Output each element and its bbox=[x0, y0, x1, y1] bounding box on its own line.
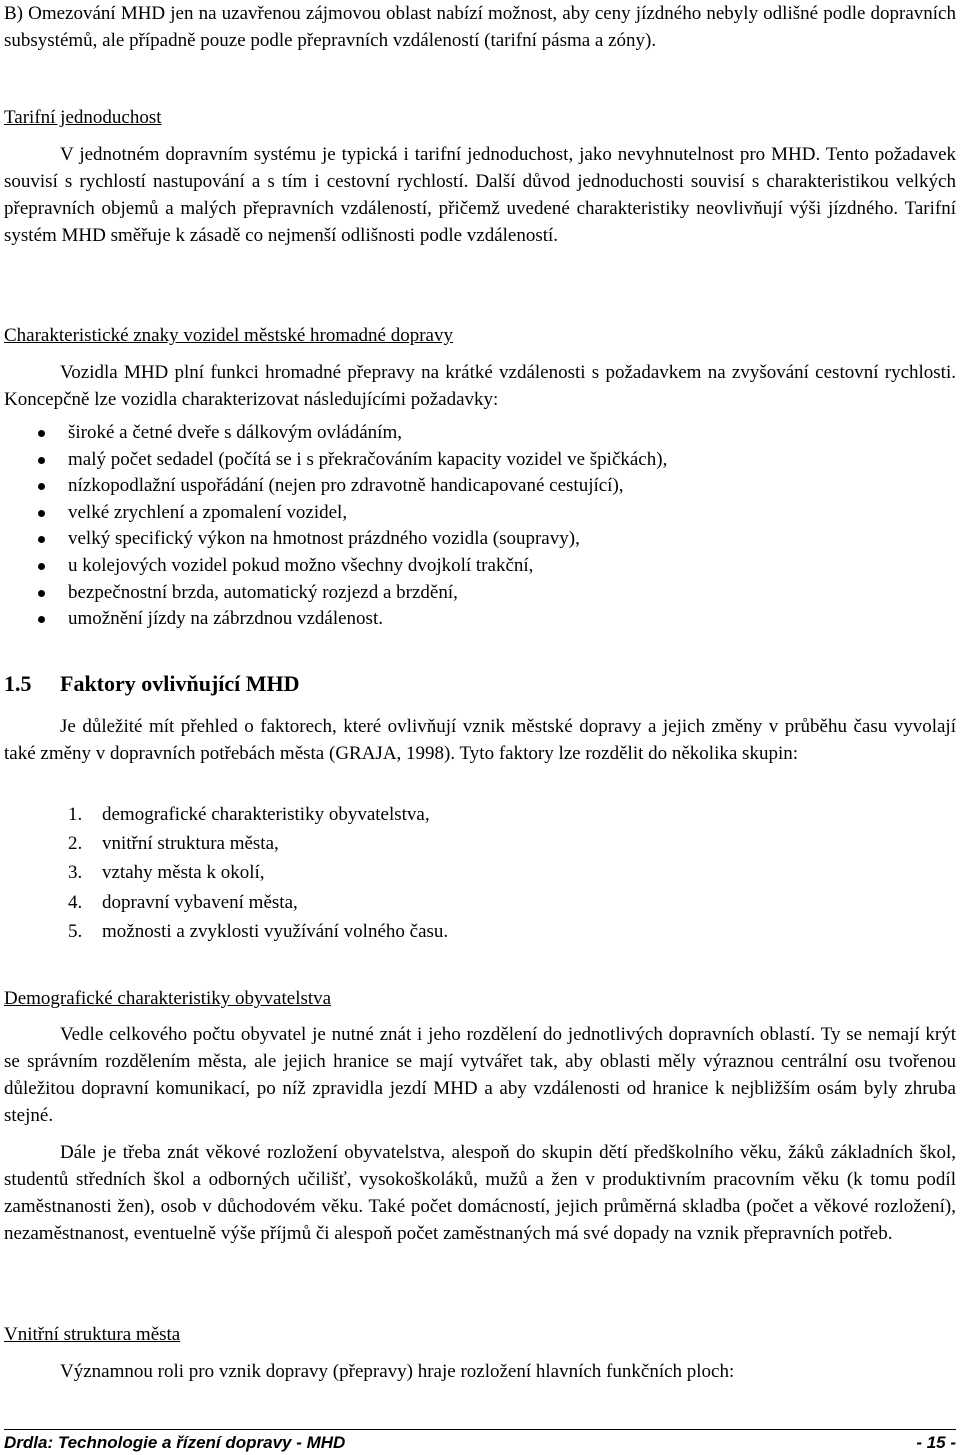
section-number: 1.5 bbox=[4, 671, 32, 696]
paragraph-demografie-1: Vedle celkového počtu obyvatel je nutné znát i jeho rozdělení do jednotlivých dopravních oblastí. Ty se nemají krýt se správním rozdělením města, ale jejich hranice se mají vytvářet tak, aby oblasti měly výraznou centrální osu tvořenou důležitou dopravní komunikací, po níž zpravidla jezdí MHD a aby vzdálenosti od hranice k nejbližším osám byly zhruba stejné. bbox=[4, 1024, 956, 1126]
requirements-list bbox=[38, 420, 667, 633]
paragraph-tarifni-jednoduchost: V jednotném dopravním systému je typická i tarifní jednoduchost, jako nevyhnutelnost pro MHD. Tento požadavek souvisí s rychlostí nastupování a s tím i cestovní rychlostí. Další důvod jednoduchosti souvisí s charakteristikou velkých přepravních objemů a malých přepravních vzdáleností, přičemž uvedené charakteristiky neovlivňují výši jízdného. Tarifní systém MHD směřuje k zásadě co nejmenší odlišnosti podle vzdáleností. bbox=[4, 144, 956, 246]
page-footer bbox=[4, 1432, 956, 1454]
paragraph-faktory-intro: Je důležité mít přehled o faktorech, které ovlivňují vznik městské dopravy a jejich změny v průběhu času vyvolají také změny v dopravních potřebách města (GRAJA, 1998). Tyto faktory lze rozdělit do několika skupin: bbox=[4, 716, 956, 764]
list-item: u kolejových vozidel pokud možno všechny dvojkolí trakční, bbox=[38, 553, 667, 580]
subheading-demografie: Demografické charakteristiky obyvatelstva bbox=[4, 988, 332, 1009]
paragraph-vnitrni-struktura: Významnou roli pro vznik dopravy (přepravy) hraje rozložení hlavních funkčních ploch: bbox=[60, 1361, 735, 1382]
section-heading bbox=[4, 670, 300, 698]
list-item: 3. vztahy města k okolí, bbox=[68, 862, 265, 884]
list-item: velké zrychlení a zpomalení vozidel, bbox=[38, 500, 667, 527]
list-item: umožnění jízdy na zábrzdnou vzdálenost. bbox=[38, 606, 667, 633]
paragraph-demografie-2: Dále je třeba znát věkové rozložení obyvatelstva, alespoň do skupin dětí předškolního věku, žáků základních škol, studentů středních škol a odborných učilišť, vysokoškoláků, mužů a žen v produktivním pracovním věku (k tomu podíl zaměstnanosti žen), osob v důchodovém věku. Také počet domácností, jejich průměrná skladba (počet a věkové rozložení), nezaměstnanost, eventuelně výše příjmů či alespoň počet zaměstnaných má své dopady na vznik přepravních potřeb. bbox=[4, 1142, 956, 1244]
list-item: široké a četné dveře s dálkovým ovládáním, bbox=[38, 420, 667, 447]
paragraph-omezovani: B) Omezování MHD jen na uzavřenou zájmovou oblast nabízí možnost, aby ceny jízdného nebyly odlišné podle dopravních subsystémů, ale případně pouze podle přepravních vzdáleností (tarifní pásma a zóny). bbox=[4, 3, 956, 51]
list-item: nízkopodlažní uspořádání (nejen pro zdravotně handicapované cestující), bbox=[38, 473, 667, 500]
footer-divider bbox=[4, 1429, 956, 1430]
paragraph-znaky-vozidel: Vozidla MHD plní funkci hromadné přepravy na krátké vzdálenosti s požadavkem na zvyšování cestovní rychlosti. Koncepčně lze vozidla charakterizovat následujícími požadavky: bbox=[4, 362, 956, 410]
subheading-tarifni-jednoduchost: Tarifní jednoduchost bbox=[4, 107, 162, 128]
subheading-znaky-vozidel: Charakteristické znaky vozidel městské hromadné dopravy bbox=[4, 325, 453, 346]
section-title: Faktory ovlivňující MHD bbox=[60, 671, 300, 696]
factor-groups-list bbox=[68, 800, 448, 946]
list-item: velký specifický výkon na hmotnost prázdného vozidla (soupravy), bbox=[38, 526, 667, 553]
page-number: - 15 - bbox=[916, 1433, 956, 1452]
subheading-vnitrni-struktura: Vnitřní struktura města bbox=[4, 1324, 181, 1345]
list-item: bezpečnostní brzda, automatický rozjezd a brzdění, bbox=[38, 580, 667, 607]
footer-title: Drdla: Technologie a řízení dopravy - MHD bbox=[4, 1433, 346, 1452]
list-item: malý počet sedadel (počítá se i s překračováním kapacity vozidel ve špičkách), bbox=[38, 447, 667, 474]
list-item: 2. vnitřní struktura města, bbox=[68, 833, 279, 855]
list-item: 4. dopravní vybavení města, bbox=[68, 891, 298, 913]
list-item: 1. demografické charakteristiky obyvatelstva, bbox=[68, 804, 430, 825]
list-item: 5. možnosti a zvyklosti využívání volného času. bbox=[68, 920, 449, 942]
